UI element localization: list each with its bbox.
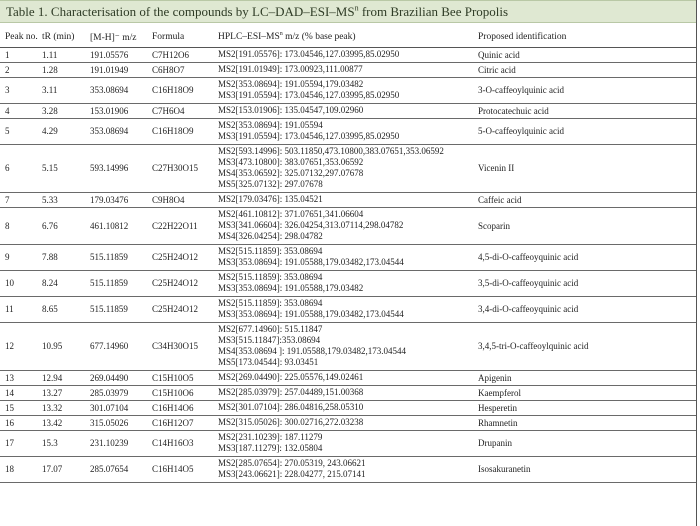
header-identification: Proposed identification — [478, 32, 567, 42]
retention-time: 17.07 — [42, 464, 63, 474]
ms-fragments — [218, 324, 406, 368]
peak-number: 16 — [5, 418, 14, 428]
retention-time: 13.32 — [42, 403, 63, 413]
proposed-identification: Hesperetin — [478, 403, 517, 413]
peak-number: 9 — [5, 252, 10, 262]
molecular-formula: C25H24O12 — [152, 252, 199, 262]
header-msn — [218, 32, 356, 42]
ms-fragment-line: MS2[677.14960]: 515.11847 — [218, 324, 323, 334]
ms-fragment-line: MS5[173.04544]: 93.03451 — [218, 357, 319, 367]
ms-fragment-line: MS2[461.10812]: 371.07651,341.06604 — [218, 209, 364, 219]
peak-number: 15 — [5, 403, 14, 413]
retention-time: 13.27 — [42, 388, 63, 398]
ms-fragments — [218, 246, 404, 268]
table-row — [0, 78, 696, 104]
header-mz: [M-H]⁻ m/z — [90, 33, 137, 43]
table-row — [0, 323, 696, 371]
ms-fragment-line: MS2[353.08694]: 191.05594,179.03482 — [218, 79, 364, 89]
caption-text: Table 1. Characterisation of the compounds by LC–DAD–ESI–MS — [6, 4, 355, 19]
ms-fragment-line: MS3[243.06621]: 228.04277, 215.07141 — [218, 469, 366, 479]
ms-fragment-line: MS2[515.11859]: 353.08694 — [218, 298, 323, 308]
precursor-mz: 179.03476 — [90, 195, 129, 205]
molecular-formula: C9H8O4 — [152, 195, 185, 205]
ms-fragment-line: MS2[285.03979]: 257.04489,151.00368 — [218, 387, 364, 397]
precursor-mz: 231.10239 — [90, 438, 129, 448]
ms-fragment-line: MS4[353.08694 ]: 191.05588,179.03482,173.04544 — [218, 346, 407, 356]
ms-fragment-line: MS2[515.11859]: 353.08694 — [218, 246, 323, 256]
precursor-mz: 285.03979 — [90, 388, 129, 398]
precursor-mz: 191.05576 — [90, 50, 129, 60]
table-row — [0, 48, 696, 63]
ms-fragments — [218, 194, 323, 205]
table-row — [0, 431, 696, 457]
header-msn-main: HPLC–ESI–MS — [218, 32, 280, 42]
retention-time: 5.33 — [42, 195, 58, 205]
header-formula: Formula — [152, 32, 185, 42]
peak-number: 1 — [5, 50, 10, 60]
proposed-identification: Apigenin — [478, 373, 512, 383]
ms-fragment-line: MS3[353.08694]: 191.05588,179.03482,173.04544 — [218, 257, 404, 267]
peak-number: 18 — [5, 464, 14, 474]
ms-fragment-line: MS3[341.06604]: 326.04254,313.07114,298.04782 — [218, 220, 404, 230]
ms-fragment-line: MS2[301.07104]: 286.04816,258.05310 — [218, 402, 364, 412]
ms-fragment-line: MS3[353.08694]: 191.05588,179.03482 — [218, 283, 364, 293]
ms-fragments — [218, 298, 404, 320]
precursor-mz: 593.14996 — [90, 163, 129, 173]
header-msn-sup: n — [279, 30, 283, 37]
retention-time: 15.3 — [42, 438, 58, 448]
proposed-identification: Protocatechuic acid — [478, 106, 549, 116]
ms-fragment-line: MS2[515.11859]: 353.08694 — [218, 272, 323, 282]
molecular-formula: C25H24O12 — [152, 278, 199, 288]
molecular-formula: C6H8O7 — [152, 65, 185, 75]
molecular-formula: C25H24O12 — [152, 304, 199, 314]
ms-fragment-line: MS4[353.06592]: 325.07132,297.07678 — [218, 168, 364, 178]
molecular-formula: C14H16O3 — [152, 438, 194, 448]
table-row — [0, 371, 696, 386]
ms-fragment-line: MS4[326.04254]: 298.04782 — [218, 231, 323, 241]
ms-fragments — [218, 146, 444, 190]
table-row — [0, 457, 696, 483]
molecular-formula: C16H18O9 — [152, 126, 194, 136]
retention-time: 1.11 — [42, 50, 58, 60]
ms-fragment-line: MS3[515.11847]:353.08694 — [218, 335, 321, 345]
proposed-identification: Drupanin — [478, 438, 512, 448]
ms-fragments — [218, 79, 399, 101]
retention-time: 12.94 — [42, 373, 63, 383]
table-row — [0, 401, 696, 416]
precursor-mz: 677.14960 — [90, 341, 129, 351]
precursor-mz: 353.08694 — [90, 85, 129, 95]
table-row — [0, 386, 696, 401]
table-row — [0, 145, 696, 193]
precursor-mz: 191.01949 — [90, 65, 129, 75]
ms-fragment-line: MS2[231.10239]: 187.11279 — [218, 432, 323, 442]
peak-number: 12 — [5, 341, 14, 351]
precursor-mz: 515.11859 — [90, 252, 128, 262]
ms-fragments — [218, 432, 322, 454]
ms-fragments — [218, 458, 366, 480]
ms-fragment-line: MS5[325.07132]: 297.07678 — [218, 179, 323, 189]
ms-fragments — [218, 417, 363, 428]
ms-fragments — [218, 372, 363, 383]
peak-number: 5 — [5, 126, 10, 136]
molecular-formula: C34H30O15 — [152, 341, 199, 351]
molecular-formula: C16H18O9 — [152, 85, 194, 95]
retention-time: 6.76 — [42, 221, 58, 231]
precursor-mz: 269.04490 — [90, 373, 129, 383]
ms-fragments — [218, 387, 363, 398]
proposed-identification: 5-O-caffeoylquinic acid — [478, 126, 565, 136]
ms-fragment-line: MS2[191.05576]: 173.04546,127.03995,85.02950 — [218, 49, 400, 59]
precursor-mz: 315.05026 — [90, 418, 129, 428]
peak-number: 2 — [5, 65, 10, 75]
precursor-mz: 515.11859 — [90, 304, 128, 314]
ms-fragment-line: MS3[191.05594]: 173.04546,127.03995,85.02950 — [218, 131, 400, 141]
ms-fragments — [218, 64, 363, 75]
header-peak-no: Peak no. — [5, 32, 38, 42]
ms-fragment-line: MS2[191.01949]: 173.00923,111.00877 — [218, 64, 363, 74]
molecular-formula: C27H30O15 — [152, 163, 199, 173]
molecular-formula: C15H10O5 — [152, 373, 194, 383]
table-row — [0, 119, 696, 145]
peak-number: 3 — [5, 85, 10, 95]
proposed-identification: 3,5-di-O-caffeoyquinic acid — [478, 278, 579, 288]
table-caption — [0, 0, 696, 23]
caption-superscript: n — [354, 3, 359, 13]
header-msn-tail: m/z (% base peak) — [282, 32, 356, 42]
molecular-formula: C7H12O6 — [152, 50, 190, 60]
proposed-identification: Quinic acid — [478, 50, 520, 60]
ms-fragment-line: MS2[593.14996]: 503.11850,473.10800,383.07651,353.06592 — [218, 146, 444, 156]
retention-time: 3.11 — [42, 85, 58, 95]
table-row — [0, 63, 696, 78]
header-retention-time: tR (min) — [42, 32, 75, 42]
molecular-formula: C22H22O11 — [152, 221, 198, 231]
molecular-formula: C16H14O5 — [152, 464, 194, 474]
retention-time: 7.88 — [42, 252, 58, 262]
precursor-mz: 285.07654 — [90, 464, 129, 474]
ms-fragment-line: MS3[187.11279]: 132.05804 — [218, 443, 323, 453]
proposed-identification: 3,4,5-tri-O-caffeoylquinic acid — [478, 341, 589, 351]
peak-number: 14 — [5, 388, 14, 398]
table-row — [0, 208, 696, 245]
table-row — [0, 271, 696, 297]
peak-number: 4 — [5, 106, 10, 116]
ms-fragment-line: MS2[269.04490]: 225.05576,149.02461 — [218, 372, 364, 382]
precursor-mz: 153.01906 — [90, 106, 129, 116]
peak-number: 10 — [5, 278, 14, 288]
table-row — [0, 193, 696, 208]
peak-number: 6 — [5, 163, 10, 173]
retention-time: 4.29 — [42, 126, 58, 136]
molecular-formula: C16H14O6 — [152, 403, 194, 413]
ms-fragments — [218, 272, 363, 294]
retention-time: 13.42 — [42, 418, 63, 428]
molecular-formula: C7H6O4 — [152, 106, 185, 116]
ms-fragments — [218, 209, 403, 242]
ms-fragment-line: MS2[153.01906]: 135.04547,109.02960 — [218, 105, 364, 115]
table-row — [0, 245, 696, 271]
table-row — [0, 416, 696, 431]
molecular-formula: C15H10O6 — [152, 388, 194, 398]
ms-fragment-line: MS2[353.08694]: 191.05594 — [218, 120, 323, 130]
proposed-identification: Scoparin — [478, 221, 510, 231]
retention-time: 1.28 — [42, 65, 58, 75]
precursor-mz: 301.07104 — [90, 403, 129, 413]
ms-fragments — [218, 402, 363, 413]
ms-fragments — [218, 105, 363, 116]
precursor-mz: 353.08694 — [90, 126, 129, 136]
ms-fragment-line: MS3[353.08694]: 191.05588,179.03482,173.04544 — [218, 309, 404, 319]
ms-fragments — [218, 49, 399, 60]
precursor-mz: 461.10812 — [90, 221, 129, 231]
retention-time: 8.65 — [42, 304, 58, 314]
table-row — [0, 104, 696, 119]
proposed-identification: Isosakuranetin — [478, 464, 531, 474]
retention-time: 3.28 — [42, 106, 58, 116]
table-row — [0, 297, 696, 323]
table-header-row — [0, 29, 696, 48]
caption-tail: from Brazilian Bee Propolis — [358, 4, 509, 19]
retention-time: 8.24 — [42, 278, 58, 288]
proposed-identification: Citric acid — [478, 65, 516, 75]
peak-number: 17 — [5, 438, 14, 448]
molecular-formula: C16H12O7 — [152, 418, 194, 428]
ms-fragment-line: MS2[315.05026]: 300.02716,272.03238 — [218, 417, 364, 427]
ms-fragment-line: MS2[285.07654]: 270.05319, 243.06621 — [218, 458, 366, 468]
precursor-mz: 515.11859 — [90, 278, 128, 288]
table-right-border — [696, 0, 697, 526]
peak-number: 7 — [5, 195, 10, 205]
ms-fragment-line: MS3[473.10800]: 383.07651,353.06592 — [218, 157, 364, 167]
peak-number: 11 — [5, 304, 14, 314]
peak-number: 13 — [5, 373, 14, 383]
proposed-identification: 3,4-di-O-caffeoyquinic acid — [478, 304, 579, 314]
ms-fragment-line: MS2[179.03476]: 135.04521 — [218, 194, 323, 204]
proposed-identification: Rhamnetin — [478, 418, 518, 428]
proposed-identification: Kaempferol — [478, 388, 521, 398]
peak-number: 8 — [5, 221, 10, 231]
proposed-identification: Caffeic acid — [478, 195, 522, 205]
retention-time: 10.95 — [42, 341, 63, 351]
proposed-identification: Vicenin II — [478, 163, 515, 173]
retention-time: 5.15 — [42, 163, 58, 173]
proposed-identification: 4,5-di-O-caffeoyquinic acid — [478, 252, 579, 262]
ms-fragments — [218, 120, 399, 142]
proposed-identification: 3-O-caffeoylquinic acid — [478, 85, 565, 95]
ms-fragment-line: MS3[191.05594]: 173.04546,127.03995,85.02950 — [218, 90, 400, 100]
